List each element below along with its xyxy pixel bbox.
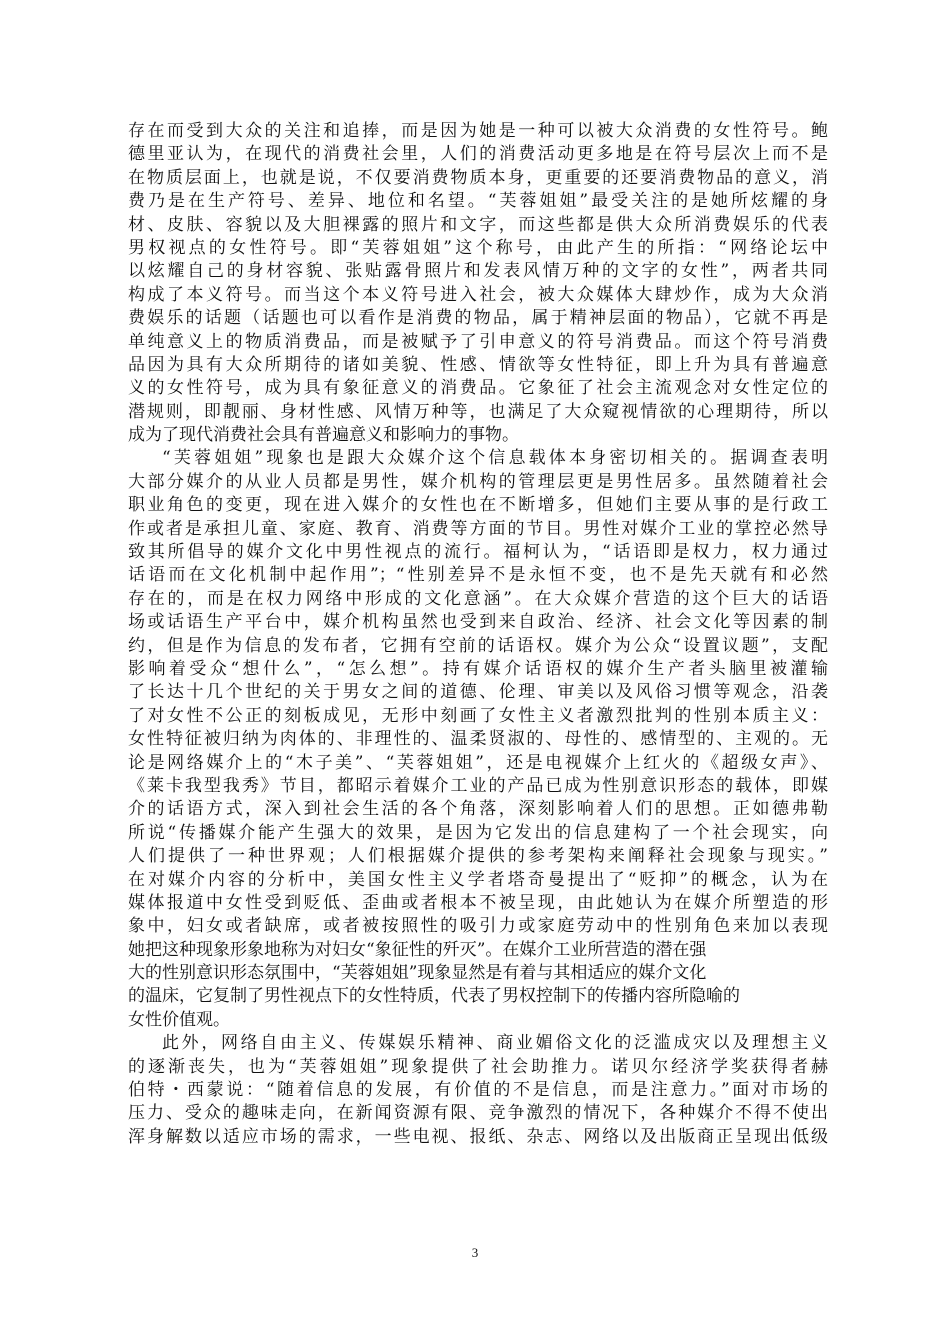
text-line: 存在的，而是在权力网络中形成的文化意涵”。在大众媒介营造的这个巨大的话语 xyxy=(128,588,828,609)
text-line: 了长达十几个世纪的关于男女之间的道德、伦理、审美以及风俗习惯等观念，沿袭 xyxy=(128,682,828,703)
text-line: 材、皮肤、容貌以及大胆裸露的照片和文字，而这些都是供大众所消费娱乐的代表 xyxy=(128,214,828,235)
text-line: 影响着受众“想什么”，“怎么想”。持有媒介话语权的媒介生产者头脑里被灌输 xyxy=(128,658,828,679)
text-line: 了对女性不公正的刻板成见，无形中刻画了女性主义者激烈批判的性别本质主义： xyxy=(128,705,828,726)
text-line: 话语而在文化机制中起作用”；“性别差异不是永恒不变，也不是先天就有和必然 xyxy=(128,565,828,586)
text-line: 费乃是在生产符号、差异、地位和名望。“芙蓉姐姐”最受关注的是她所炫耀的身 xyxy=(128,191,828,212)
text-line: 《莱卡我型我秀》节目，都昭示着媒介工业的产品已成为性别意识形态的载体，即媒 xyxy=(128,775,828,796)
text-line: 浑身解数以适应市场的需求，一些电视、报纸、杂志、网络以及出版商正呈现出低级 xyxy=(128,1126,828,1147)
text-line: 媒体报道中女性受到贬低、歪曲或者根本不被呈现，由此她认为在媒介所塑造的形 xyxy=(128,892,828,913)
text-line: 在物质层面上，也就是说，不仅要消费物质本身，更重要的还要消费物品的意义，消 xyxy=(128,167,828,188)
text-line: 介的话语方式，深入到社会生活的各个角落，深刻影响着人们的思想。正如德弗勒 xyxy=(128,799,828,820)
text-line: 单纯意义上的物质消费品，而是被赋予了引申意义的符号消费品。而这个符号消费 xyxy=(128,331,828,352)
text-line: 成为了现代消费社会具有普遍意义和影响力的事物。 xyxy=(128,425,519,446)
text-line: 压力、受众的趣味走向，在新闻资源有限、竞争激烈的情况下，各种媒介不得不使出 xyxy=(128,1103,828,1124)
page-number: 3 xyxy=(471,1245,479,1260)
text-line: 费娱乐的话题（话题也可以看作是消费的物品，属于精神层面的物品），它就不再是 xyxy=(128,308,828,329)
text-line: 大的性别意识形态氛围中，“芙蓉姐姐”现象显然是有着与其相适应的媒介文化 xyxy=(128,963,707,984)
text-line: 以炫耀自己的身材容貌、张贴露骨照片和发表风情万种的文字的女性”，两者共同 xyxy=(128,261,828,282)
text-line: 存在而受到大众的关注和追捧，而是因为她是一种可以被大众消费的女性符号。鲍 xyxy=(128,121,828,141)
text-line: 象中，妇女或者缺席，或者被按照性的吸引力或家庭劳动中的性别角色来加以表现 xyxy=(128,916,828,937)
text-line: 所说“传播媒介能产生强大的效果，是因为它发出的信息建构了一个社会现实，向 xyxy=(128,822,828,843)
text-line: 人们提供了一种世界观；人们根据媒介提供的参考架构来阐释社会现象与现实。” xyxy=(128,846,828,867)
text-line: 女性价值观。 xyxy=(128,1009,230,1030)
text-line: 职业角色的变更，现在进入媒介的女性也在不断增多，但她们主要从事的是行政工 xyxy=(128,495,828,516)
text-line: 大部分媒介的从业人员都是男性，媒介机构的管理层更是男性居多。虽然随着社会 xyxy=(128,471,828,492)
text-line: 品因为具有大众所期待的诸如美貌、性感、情欲等女性特征，即上升为具有普遍意 xyxy=(128,354,828,375)
text-line: “芙蓉姐姐”现象也是跟大众媒介这个信息载体本身密切相关的。据调查表明 xyxy=(162,448,828,469)
text-line: 论是网络媒介上的“木子美”、“芙蓉姐姐”，还是电视媒介上红火的《超级女声》、 xyxy=(128,752,828,773)
text-line: 德里亚认为，在现代的消费社会里，人们的消费活动更多地是在符号层次上而不是 xyxy=(128,144,828,165)
text-line: 的温床，它复制了男性视点下的女性特质，代表了男权控制下的传播内容所隐喻的 xyxy=(128,986,740,1007)
text-line: 伯特・西蒙说：“随着信息的发展，有价值的不是信息，而是注意力。”面对市场的 xyxy=(128,1080,828,1101)
body-text xyxy=(128,120,828,1149)
text-line: 作或者是承担儿童、家庭、教育、消费等方面的节目。男性对媒介工业的掌控必然导 xyxy=(128,518,828,539)
text-line: 场或话语生产平台中，媒介机构虽然也受到来自政治、经济、社会文化等因素的制 xyxy=(128,612,828,633)
text-line: 致其所倡导的媒介文化中男性视点的流行。福柯认为，“话语即是权力，权力通过 xyxy=(128,542,828,563)
text-line: 的逐渐丧失，也为“芙蓉姐姐”现象提供了社会助推力。诺贝尔经济学奖获得者赫 xyxy=(128,1056,828,1077)
text-line: 她把这种现象形象地称为对妇女“象征性的歼灭”。在媒介工业所营造的潜在强 xyxy=(128,939,707,960)
text-line: 义的女性符号，成为具有象征意义的消费品。它象征了社会主流观念对女性定位的 xyxy=(128,378,828,399)
text-line: 男权视点的女性符号。即“芙蓉姐姐”这个称号，由此产生的所指：“网络论坛中 xyxy=(128,237,828,258)
text-line: 此外，网络自由主义、传媒娱乐精神、商业媚俗文化的泛滥成灾以及理想主义 xyxy=(162,1033,828,1054)
text-line: 女性特征被归纳为肉体的、非理性的、温柔贤淑的、母性的、感情型的、主观的。无 xyxy=(128,729,828,750)
text-line: 构成了本义符号。而当这个本义符号进入社会，被大众媒体大肆炒作，成为大众消 xyxy=(128,284,828,305)
text-line: 潜规则，即靓丽、身材性感、风情万种等，也满足了大众窥视情欲的心理期待，所以 xyxy=(128,401,828,422)
text-line: 约，但是作为信息的发布者，它拥有空前的话语权。媒介为公众“设置议题”，支配 xyxy=(128,635,828,656)
text-line: 在对媒介内容的分析中，美国女性主义学者塔奇曼提出了“贬抑”的概念，认为在 xyxy=(128,869,828,890)
